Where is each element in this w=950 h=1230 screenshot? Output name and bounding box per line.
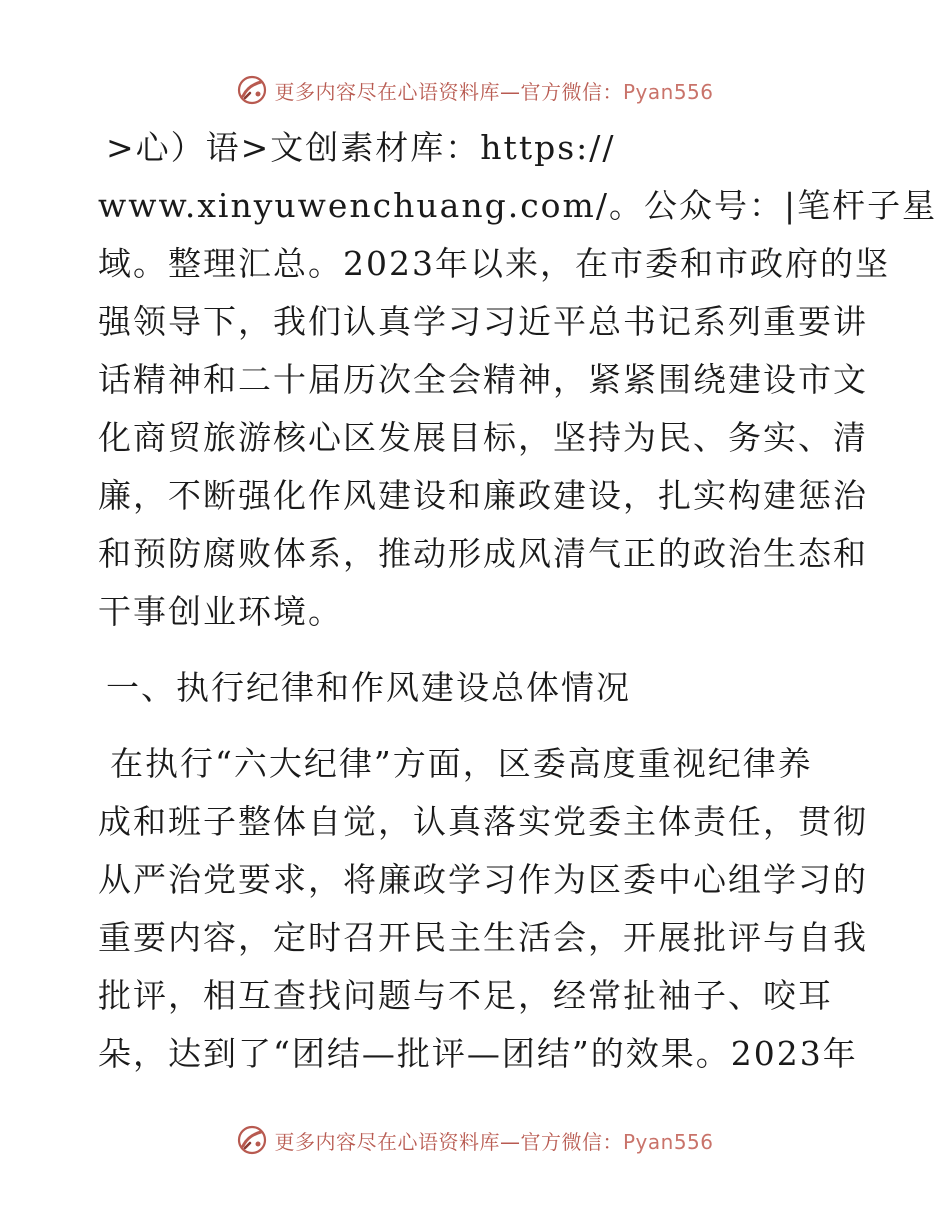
- body-line-12: 成和班子整体自觉，认真落实党委主体责任，贯彻: [98, 802, 868, 841]
- body-line-8: 和预防腐败体系，推动形成风清气正的政治生态和: [98, 534, 868, 573]
- body-line-9: 干事创业环境。: [98, 592, 343, 631]
- brush-logo-icon: [236, 1124, 268, 1156]
- brush-logo-icon: [236, 74, 268, 106]
- body-line-2: www.xinyuwenchuang.com/。公众号：|笔杆子星: [98, 186, 938, 225]
- footer-watermark-text: [274, 1126, 713, 1155]
- header-watermark-label: 更多内容尽在心语资料库—官方微信：: [274, 79, 623, 104]
- footer-watermark-label: 更多内容尽在心语资料库—官方微信：: [274, 1129, 623, 1154]
- header-watermark-banner: [0, 70, 950, 110]
- body-line-4: 强领导下，我们认真学习习近平总书记系列重要讲: [98, 302, 868, 341]
- body-line-15: 批评，相互查找问题与不足，经常扯袖子、咬耳: [98, 976, 833, 1015]
- body-line-11: 在执行“六大纪律”方面，区委高度重视纪律养: [110, 744, 813, 783]
- body-line-3: 域。整理汇总。2023年以来，在市委和市政府的坚: [98, 244, 890, 283]
- body-line-6: 化商贸旅游核心区发展目标，坚持为民、务实、清: [98, 418, 868, 457]
- header-watermark-handle: Pyan556: [622, 79, 714, 104]
- body-line-5: 话精神和二十届历次全会精神，紧紧围绕建设市文: [98, 360, 868, 399]
- header-watermark-text: [274, 76, 713, 105]
- footer-watermark-banner: [0, 1120, 950, 1160]
- body-line-1: >心）语>文创素材库：https://: [106, 128, 616, 167]
- body-line-14: 重要内容，定时召开民主生活会，开展批评与自我: [98, 918, 868, 957]
- body-line-13: 从严治党要求，将廉政学习作为区委中心组学习的: [98, 860, 868, 899]
- body-line-7: 廉，不断强化作风建设和廉政建设，扎实构建惩治: [98, 476, 868, 515]
- body-line-16: 朵，达到了“团结—批评—团结”的效果。2023年: [98, 1034, 858, 1073]
- footer-watermark-handle: Pyan556: [622, 1129, 714, 1154]
- section-heading: 一、执行纪律和作风建设总体情况: [106, 668, 631, 707]
